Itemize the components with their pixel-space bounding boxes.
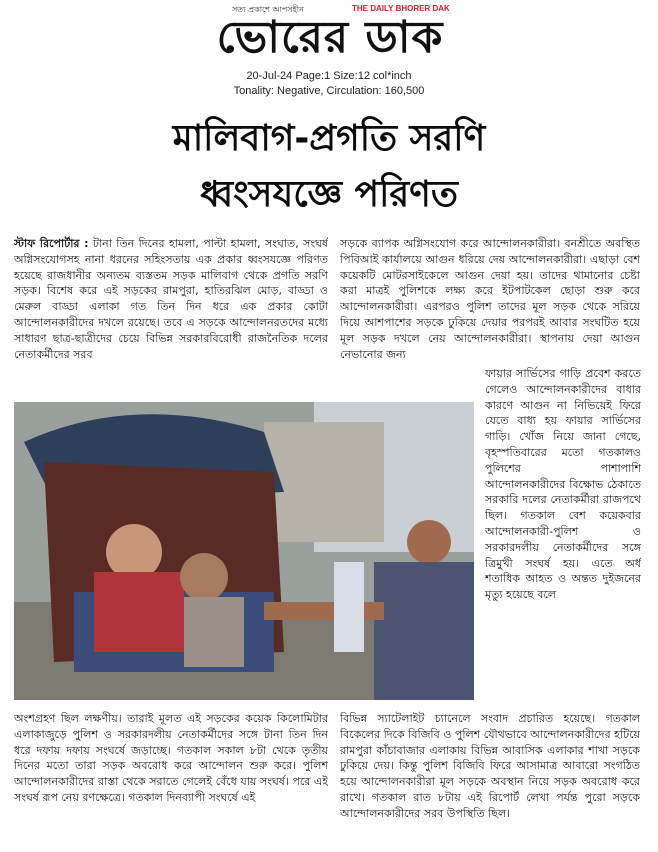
article-column-bottom-right xyxy=(340,711,640,849)
headline-line-1: মালিবাগ-প্রগতি সরণি xyxy=(172,118,486,159)
masthead xyxy=(0,0,658,100)
headline-line-2: ধ্বংসযজ্ঞে পরিণত xyxy=(200,174,458,215)
article-column-bottom-left xyxy=(14,711,328,849)
article-column-narrow xyxy=(485,366,641,694)
news-photo-graphic xyxy=(14,402,474,700)
byline: স্টাফ রিপোর্টার : xyxy=(14,237,89,250)
article-text-narrow: ফায়ার সার্ভিসের গাড়ি প্রবেশ করতে গেলেও আন্দোলনকারীদের বাধার কারণে আগুন না নিভিয়েই ফিরে যেতে বাধ্য হয় ফায়ার সার্ভিসের গাড়ি। খোঁজ নিয়ে জানা গেছে, বৃহস্পতিবারের মতো গতকালও পুলিশের পাশাপাশি আন্দোলনকারীদের বিক্ষোভ ঠেকাতে সরকারি দলের নেতাকর্মীরা রাজপথে ছিল। গতকাল বেশ কয়েকবার আন্দোলনকারী-পুলিশ ও সরকারদলীয় নেতাকর্মীদের সঙ্গে ত্রিমুখী সংঘর্ষ হয়। এতে অর্ধ শতাধিক আহত ও অন্তত দুইজনের মৃত্যু হয়েছে বলে xyxy=(485,367,641,602)
article-text-right: সড়কে ব্যাপক অগ্নিসংযোগ করে আন্দোলনকারীরা। বনশ্রীতে অবস্থিত পিবিআই কার্যালয়ে আগুন ধরিয়ে দেয় আন্দোলনকারীরা। এছাড়া বেশ কয়েকটি মোটরসাইকেলে আগুন দেয়া হয়। তাদের থামানোর চেষ্টা করা মাত্রই পুলিশকে লক্ষ্য করে ইটপাটকেল ছোড়া শুরু করে আন্দোলনকারীরা। এরপরও পুলিশ তাদের মূল সড়ক থেকে সরিয়ে দিয়ে আশপাশের সড়কে ঢুকিয়ে দেয়ার পরপরই আবার সংঘটিত হয়ে মূল সড়ক দখলে নেয় আন্দোলনকারীরা। স্থাপনায় দেয়া আগুন নেভানোর জন্য xyxy=(340,237,640,361)
clipping-meta-tonality: Tonality: Negative, Circulation: 160,500 xyxy=(233,85,425,97)
clipping-meta-date: 20-Jul-24 Page:1 Size:12 col*inch xyxy=(246,70,412,82)
article-column-right xyxy=(340,236,640,366)
article-text-left: টানা তিন দিনের হামলা, পাল্টা হামলা, সংঘাত, সংঘর্ষ অগ্নিসংযোগসহ নানা ধরনের সহিংসতায় এক প্রকার ধ্বংসযজ্ঞে পরিণত হয়েছে রাজধানীর অন্যতম ব্যস্ততম সড়ক মালিবাগ থেকে প্রগতি সরণি সড়ক। বিশেষ করে এই সড়কের রামপুরা, হাতিরঝিল মোড়, বাড্ডা ও মেরুল বাড্ডা এলাকা গত তিন দিন ধরে এক প্রকার কোটা আন্দোলনকারীদের দখলে রয়েছে। তবে এ সড়কে আন্দোলনরতদের মধ্যে সাধারণ ছাত্র-ছাত্রীদের চেয়ে বিভিন্ন সরকারবিরোধী রাজনৈতিক দলের নেতাকর্মীদের সরব xyxy=(14,237,328,361)
news-photo xyxy=(14,402,474,700)
article-text-bottom-left: অংশগ্রহণ ছিল লক্ষণীয়। তারাই মূলত এই সড়কের কয়েক কিলোমিটার এলাকাজুড়ে পুলিশ ও সরকারদলীয় নেতাকর্মীদের সঙ্গে টানা তিন দিন ধরে দফায় দফায় সংঘর্ষে জড়াচ্ছে। গতকাল সকাল ৮টা থেকে তৃতীয় দিনের মতো তারা সড়ক অবরোধ করে আন্দোলন শুরু করে। পুলিশ আন্দোলনকারীদের রাস্তা থেকে সরাতে গেলেই বেঁধে যায় সংঘর্ষ। পরে এই সংঘর্ষ রূপ নেয় রণক্ষেত্রে। গতকাল দিনব্যাপী সংঘর্ষে এই xyxy=(14,712,328,804)
newspaper-logo: ভোরের ডাক xyxy=(216,12,444,63)
masthead-english-title: THE DAILY BHORER DAK xyxy=(352,4,450,13)
masthead-tagline: সত্য প্রকাশে আপসহীন xyxy=(232,5,304,14)
article-text-bottom-right: বিভিন্ন স্যাটেলাইট চ্যানেলে সংবাদ প্রচারিত হয়েছে। গতকাল বিকেলের দিকে বিজিবি ও পুলিশ যৌথভাবে আন্দোলনকারীদের হটিয়ে রামপুরা কাঁচাবাজার এলাকায় বিভিন্ন আবাসিক এলাকার শাখা সড়কে ঢুকিয়ে দেয়। কিন্তু পুলিশ বিজিবি ফিরে আসামাত্র আবারো সংগঠিত হয়ে আন্দোলনকারীরা মূল সড়কে অবস্থান নিয়ে সড়ক অবরোধ করে রাখে। গতকাল রাত ৮টায় এই রিপোর্ট লেখা পর্যন্ত পুরো সড়কে আন্দোলনকারীদের সরব উপস্থিতি ছিল। xyxy=(340,712,640,820)
article-column-left xyxy=(14,236,328,386)
